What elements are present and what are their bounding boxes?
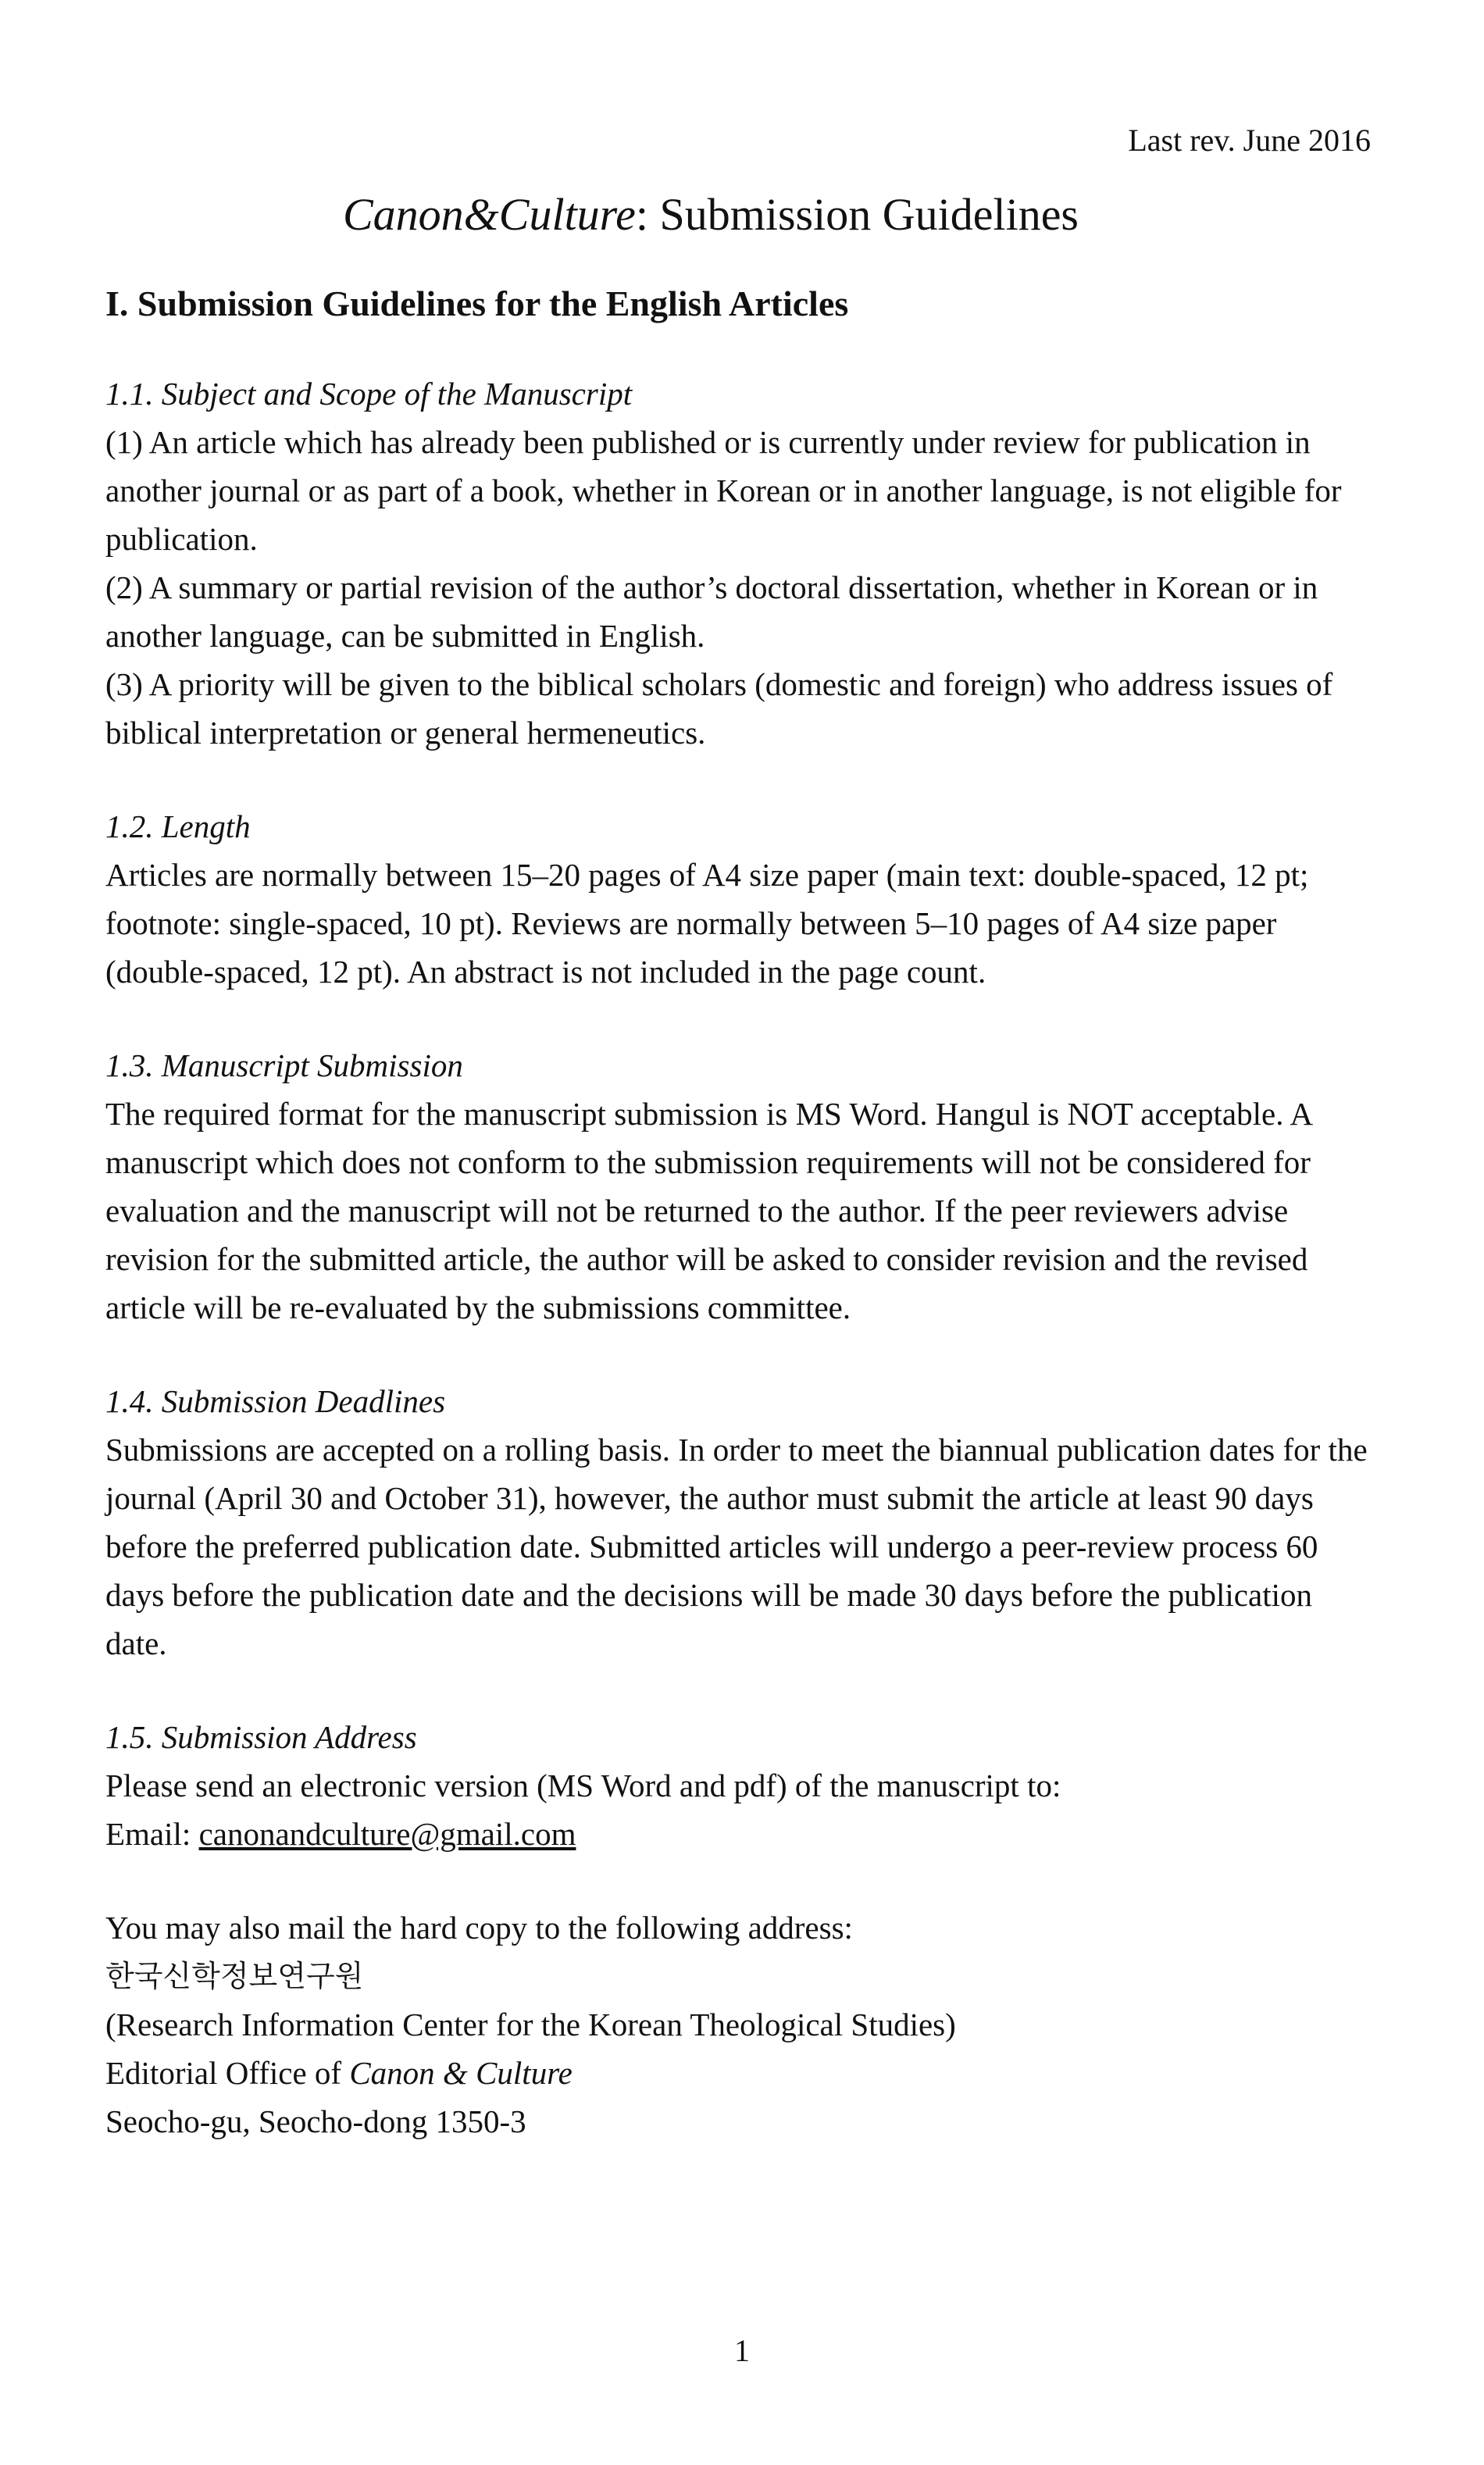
paragraph: (1) An article which has already been published or is currently under review for publication in another journal or as part of a book, whether in Korean or in another language, is not eligible for publication. bbox=[105, 424, 1342, 557]
section-heading: 1.5. Submission Address bbox=[105, 1719, 417, 1755]
paragraph: Submissions are accepted on a rolling basis. In order to meet the biannual publication dates for the journal (April 30 and October 31), however, the author must submit the article at least 90 days before the preferred publication date. Submitted articles will undergo a peer-review process 60 days before the publication date and the decisions will be made 30 days before the publication date. bbox=[105, 1432, 1368, 1661]
office-prefix: Editorial Office of bbox=[105, 2055, 350, 2091]
section-submission-deadlines bbox=[105, 1377, 1371, 1668]
paragraph: (3) A priority will be given to the biblical scholars (domestic and foreign) who address issues of biblical interpretation or general hermeneutics. bbox=[105, 666, 1333, 751]
last-revision-date: Last rev. June 2016 bbox=[1128, 123, 1371, 158]
paragraph: Please send an electronic version (MS Word and pdf) of the manuscript to: bbox=[105, 1768, 1061, 1803]
section-submission-address bbox=[105, 1713, 1371, 1858]
page-content bbox=[105, 117, 1371, 2146]
page-number: 1 bbox=[734, 2333, 750, 2368]
editorial-office bbox=[105, 2049, 1371, 2097]
korean-institution-name: 한국신학정보연구원 bbox=[105, 1959, 364, 1993]
email-line bbox=[105, 1810, 1371, 1858]
paragraph: Articles are normally between 15–20 pages of A4 size paper (main text: double-spaced, 12 pt; footnote: single-spaced, 10 pt). Reviews are normally between 5–10 pages of A4 size paper (double-spaced, 12 pt). An abstract is not included in the page count. bbox=[105, 857, 1309, 990]
title-rest: : Submission Guidelines bbox=[635, 189, 1079, 240]
street-address: Seocho-gu, Seocho-dong 1350-3 bbox=[105, 2103, 526, 2139]
paragraph: (2) A summary or partial revision of the author’s doctoral dissertation, whether in Korean or in another language, can be submitted in English. bbox=[105, 569, 1318, 654]
mail-intro: You may also mail the hard copy to the following address: bbox=[105, 1910, 853, 1946]
email-link[interactable]: canonandculture@gmail.com bbox=[198, 1816, 576, 1852]
section-heading: 1.2. Length bbox=[105, 808, 251, 844]
paragraph: The required format for the manuscript submission is MS Word. Hangul is NOT acceptable. A manuscript which does not conform to the submission requirements will not be considered for evaluation and the manuscript will not be returned to the author. If the peer reviewers advise revision for the submitted article, the author will be asked to consider revision and the revised article will be re-evaluated by the submissions committee. bbox=[105, 1096, 1311, 1325]
section-subject-scope bbox=[105, 369, 1371, 757]
section-heading: 1.4. Submission Deadlines bbox=[105, 1383, 446, 1419]
english-institution-name: (Research Information Center for the Korean Theological Studies) bbox=[105, 2007, 956, 2042]
section-length bbox=[105, 802, 1371, 996]
part-heading: I. Submission Guidelines for the English Articles bbox=[105, 284, 849, 323]
office-journal: Canon & Culture bbox=[349, 2055, 573, 2091]
section-manuscript-submission bbox=[105, 1041, 1371, 1332]
email-label: Email: bbox=[105, 1816, 199, 1852]
mailing-address bbox=[105, 1903, 1371, 2146]
document-title bbox=[105, 184, 1371, 246]
journal-name: Canon&Culture bbox=[342, 189, 636, 240]
section-heading: 1.3. Manuscript Submission bbox=[105, 1047, 463, 1083]
section-heading: 1.1. Subject and Scope of the Manuscript bbox=[105, 376, 633, 412]
